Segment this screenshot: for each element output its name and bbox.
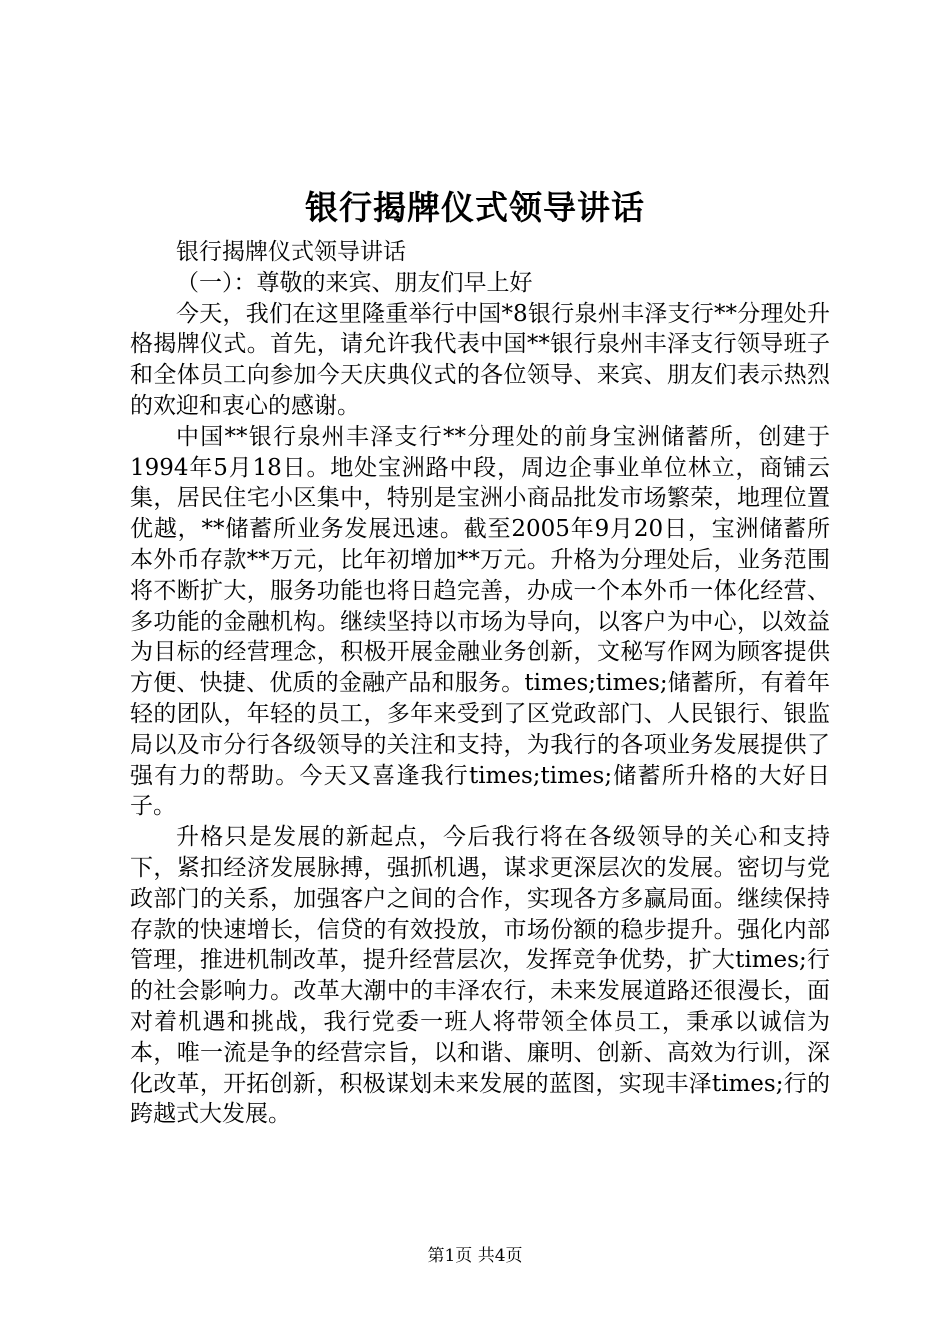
paragraph-opening: 今天，我们在这里隆重举行中国*8银行泉州丰泽支行**分理处升格揭牌仪式。首先，请允许我代表中国**银行泉州丰泽支行领导班子和全体员工向参加今天庆典仪式的各位领导、来宾、朋友们表示热烈的欢迎和衷心的感谢。	[130, 300, 830, 419]
page-indicator: 第1页 共4页	[427, 1246, 523, 1266]
document-body	[130, 237, 830, 1130]
paragraph-greeting: （一）：尊敬的来宾、朋友们早上好	[176, 269, 533, 296]
paragraph-outlook: 升格只是发展的新起点，今后我行将在各级领导的关心和支持下，紧扣经济发展脉搏，强抓机遇，谋求更深层次的发展。密切与党政部门的关系，加强客户之间的合作，实现各方多赢局面。继续保持存款的快速增长，信贷的有效投放，市场份额的稳步提升。强化内部管理，推进机制改革，提升经营层次，发挥竞争优势，扩大times;行的社会影响力。改革大潮中的丰泽农行，未来发展道路还很漫长，面对着机遇和挑战，我行党委一班人将带领全体员工，秉承以诚信为本，唯一流是争的经营宗旨，以和谐、廉明、创新、高效为行训，深化改革，开拓创新，积极谋划未来发展的蓝图，实现丰泽times;行的跨越式大发展。	[130, 824, 830, 1128]
paragraph-history: 中国**银行泉州丰泽支行**分理处的前身宝洲储蓄所，创建于1994年5月18日。地处宝洲路中段，周边企事业单位林立，商铺云集，居民住宅小区集中，特别是宝洲小商品批发市场繁荣，地理位置优越，**储蓄所业务发展迅速。截至2005年9月20日，宝洲储蓄所本外币存款**万元，比年初增加**万元。升格为分理处后，业务范围将不断扩大，服务功能也将日趋完善，办成一个本外币一体化经营、多功能的金融机构。继续坚持以市场为导向，以客户为中心，以效益为目标的经营理念，积极开展金融业务创新，文秘写作网为顾客提供方便、快捷、优质的金融产品和服务。times;times;储蓄所，有着年轻的团队，年轻的员工，多年来受到了区党政部门、人民银行、银监局以及市分行各级领导的关注和支持，为我行的各项业务发展提供了强有力的帮助。今天又喜逢我行times;times;储蓄所升格的大好日子。	[130, 423, 830, 820]
document-title: 银行揭牌仪式领导讲话	[305, 188, 645, 227]
paragraph-subtitle: 银行揭牌仪式领导讲话	[176, 239, 406, 265]
